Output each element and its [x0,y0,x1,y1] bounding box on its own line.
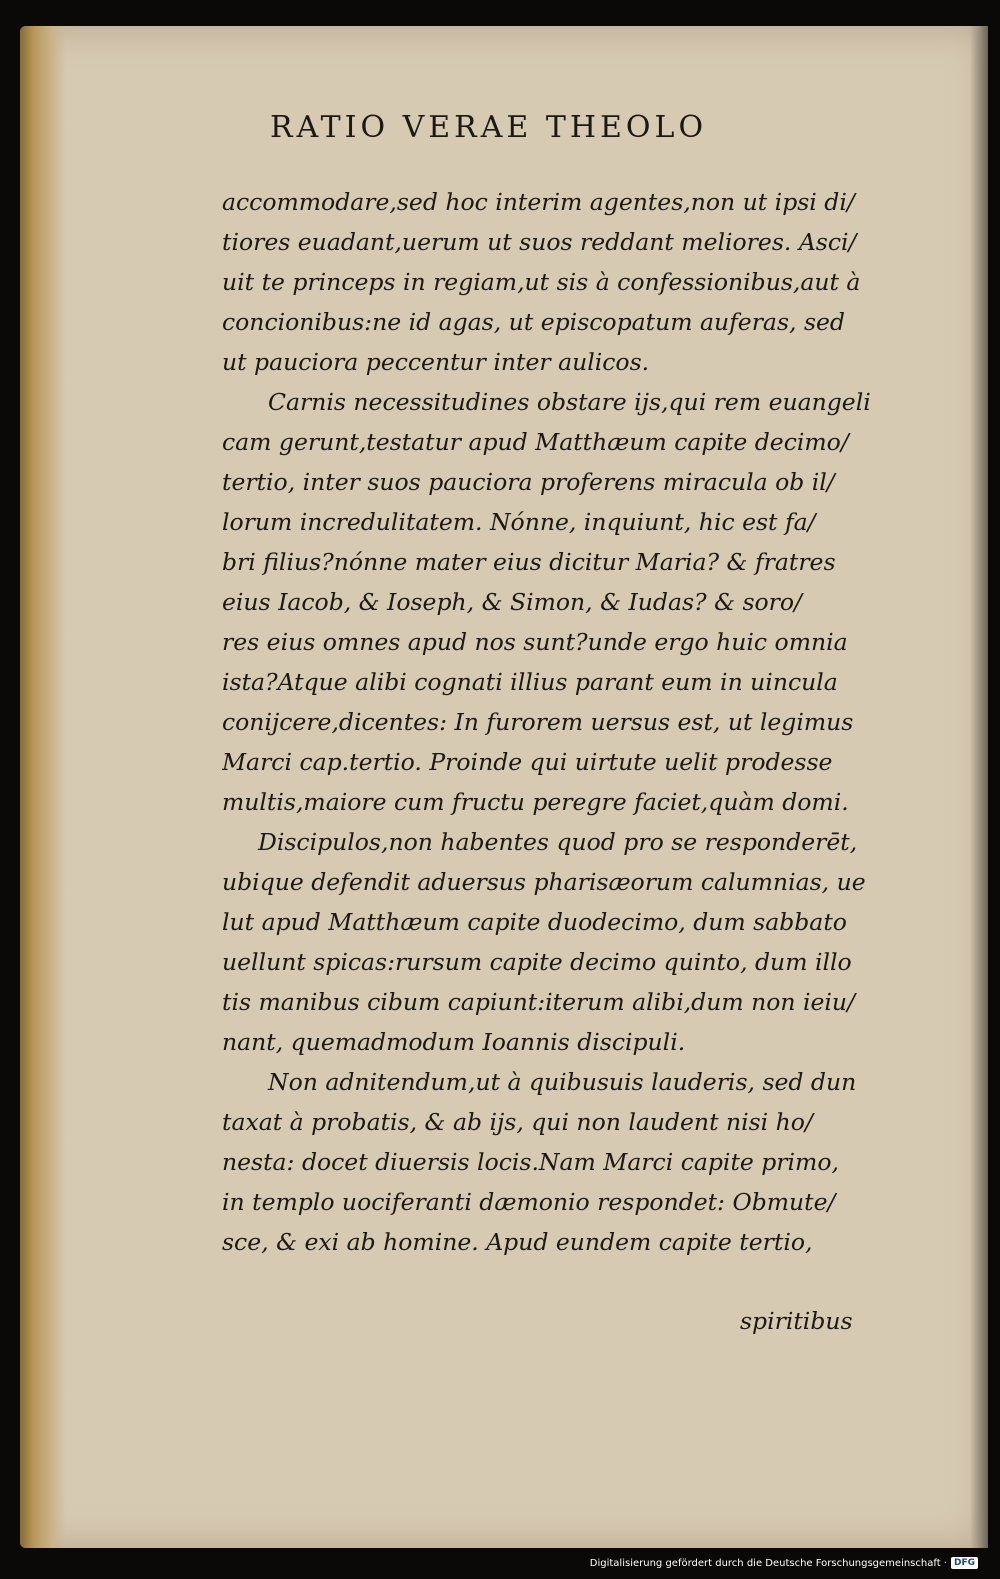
text-line: res eius omnes apud nos sunt?unde ergo huic omnia [222,628,848,656]
text-line: eius Iacob, & Ioseph, & Simon, & Iudas? & soro/ [222,588,802,616]
text-line: taxat à probatis, & ab ijs, qui non laudent nisi ho/ [222,1108,813,1136]
text-line: bri filius?nónne mater eius dicitur Maria? & fratres [222,548,836,576]
text-line: tis manibus cibum capiunt:iterum alibi,dum non ieiu/ [222,988,855,1016]
catchword: spiritibus [740,1307,853,1335]
text-line: tertio, inter suos pauciora proferens miracula ob il/ [222,468,835,496]
text-line: concionibus:ne id agas, ut episcopatum auferas, sed [222,308,845,336]
page-fore-edge [970,26,988,1548]
text-line: multis,maiore cum fructu peregre faciet,quàm domi. [222,788,849,816]
text-line: Discipulos,non habentes quod pro se responderēt, [258,828,858,856]
text-line: cam gerunt,testatur apud Matthæum capite decimo/ [222,428,849,456]
page-binding-edge [20,26,66,1548]
text-line: Non adnitendum,ut à quibusuis lauderis, sed dun [268,1068,857,1096]
text-line: uellunt spicas:rursum capite decimo quinto, dum illo [222,948,852,976]
text-line: accommodare,sed hoc interim agentes,non ut ipsi di/ [222,188,855,216]
running-head: RATIO VERAE THEOLO [270,110,708,145]
text-line: ista?Atque alibi cognati illius parant eum in uincula [222,668,838,696]
text-line: lorum incredulitatem. Nónne, inquiunt, hic est fa/ [222,508,816,536]
dfg-logo: DFG [951,1557,978,1569]
text-line: sce, & exi ab homine. Apud eundem capite tertio, [222,1228,813,1256]
text-line: conijcere,dicentes: In furorem uersus est, ut legimus [222,708,854,736]
footer-credit: Digitalisierung gefördert durch die Deutsche Forschungsgemeinschaft · [589,1557,947,1569]
body-text [222,182,900,1262]
text-line: nant, quemadmodum Ioannis discipuli. [222,1028,686,1056]
text-line: uit te princeps in regiam,ut sis à confessionibus,aut à [222,268,861,296]
text-line: lut apud Matthæum capite duodecimo, dum sabbato [222,908,847,936]
text-line: ubique defendit aduersus pharisæorum calumnias, ue [222,868,866,896]
digitization-footer [590,1553,978,1573]
text-line: Marci cap.tertio. Proinde qui uirtute uelit prodesse [222,748,833,776]
text-line: in templo uociferanti dæmonio respondet: Obmute/ [222,1188,836,1216]
text-line: tiores euadant,uerum ut suos reddant meliores. Asci/ [222,228,857,256]
text-line: Carnis necessitudines obstare ijs,qui rem euangeli [268,388,871,416]
text-line: nesta: docet diuersis locis.Nam Marci capite primo, [222,1148,839,1176]
text-line: ut pauciora peccentur inter aulicos. [222,348,650,376]
